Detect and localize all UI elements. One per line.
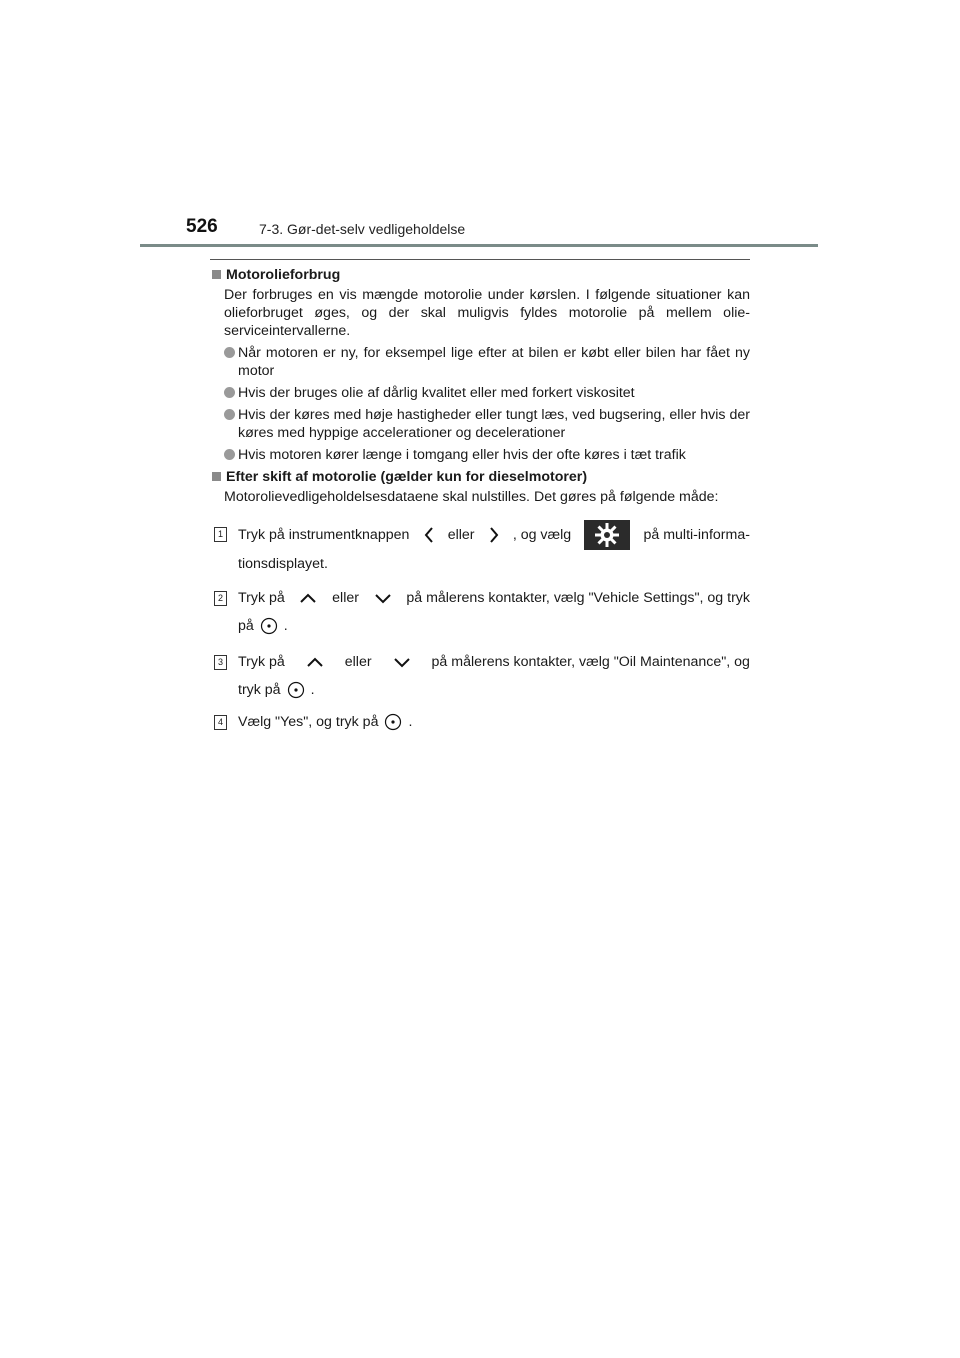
chevron-left-icon <box>423 526 435 544</box>
oil-change-intro: Motorolievedligeholdelsesdataene skal nulstilles. Det gøres på følgende måde: <box>224 489 719 505</box>
list-item: Når motoren er ny, for eksempel lige efter at bilen er købt eller bilen har fået ny motor <box>224 344 750 380</box>
list-item: Hvis der bruges olie af dårlig kvalitet eller med forkert viskositet <box>224 384 750 402</box>
oil-consumption-heading: Motorolieforbrug <box>210 266 750 284</box>
list-item: Hvis der køres med høje hastigheder eller tungt læs, ved bugsering, eller hvis der køres med hyppige accelerationer og decelerationer <box>224 406 750 442</box>
content-divider <box>210 259 750 260</box>
header-divider <box>140 244 818 247</box>
square-bullet-icon <box>212 270 221 279</box>
square-bullet-icon <box>212 472 221 481</box>
oil-consumption-intro: Der forbruges en vis mængde motorolie under kørslen. I følgende situationer kan olieforbruget øges, og der skal muligvis fyldes motorolie på mellem olie-serviceintervallerne. <box>224 287 750 339</box>
step-number: 4 <box>214 715 227 730</box>
round-bullet-icon <box>224 387 235 398</box>
chevron-down-icon <box>393 656 411 668</box>
chevron-up-icon <box>299 592 317 604</box>
settings-gear-icon <box>584 520 630 550</box>
ok-button-icon <box>384 713 402 731</box>
step-1: 1 Tryk på instrumentknappen eller , og vælg på multi-informa- tionsdisplayet. <box>210 520 750 578</box>
step-number: 2 <box>214 591 227 606</box>
chevron-right-icon <box>488 526 500 544</box>
step-number: 1 <box>214 527 227 542</box>
chevron-down-icon <box>374 592 392 604</box>
round-bullet-icon <box>224 449 235 460</box>
round-bullet-icon <box>224 347 235 358</box>
step-3: 3 Tryk på eller på målerens kontakter, vælg "Oil Maintenance", og tryk på . <box>210 648 750 704</box>
section-title: 7-3. Gør-det-selv vedligeholdelse <box>259 221 466 237</box>
page-number: 526 <box>186 216 218 237</box>
ok-button-icon <box>260 617 278 635</box>
step-number: 3 <box>214 655 227 670</box>
round-bullet-icon <box>224 409 235 420</box>
oil-change-heading: Efter skift af motorolie (gælder kun for dieselmotorer) <box>210 468 750 486</box>
list-item: Hvis motoren kører længe i tomgang eller hvis der ofte køres i tæt trafik <box>224 446 750 464</box>
page-content <box>210 266 750 736</box>
step-2: 2 Tryk på eller på målerens kontakter, vælg "Vehicle Settings", og tryk på . <box>210 584 750 640</box>
chevron-up-icon <box>306 656 324 668</box>
step-4: 4 Vælg "Yes", og tryk på . <box>210 708 750 736</box>
ok-button-icon <box>287 681 305 699</box>
